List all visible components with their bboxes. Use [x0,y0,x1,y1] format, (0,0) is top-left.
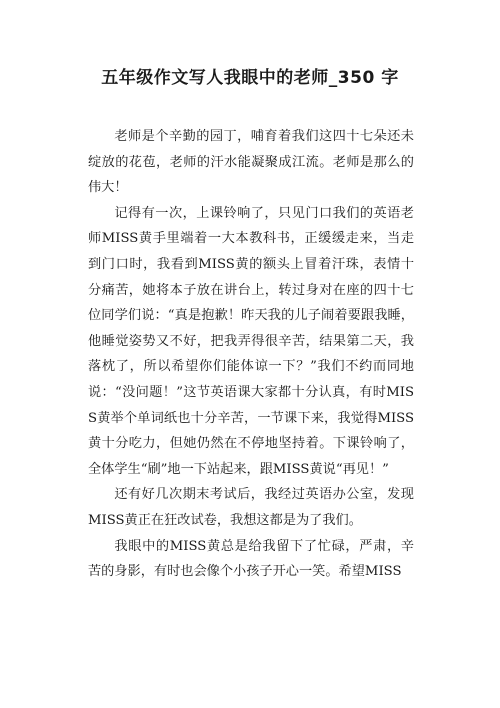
paragraph-1: 老师是个辛勤的园丁，哺育着我们这四十七朵还未绽放的花苞，老师的汗水能凝聚成江流。老师是那么的伟大！ [88,129,414,196]
paragraph-2: 记得有一次，上课铃响了，只见门口我们的英语老师MISS黄手里端着一大本教科书，正缓缓走来，当走到门口时，我看到MISS黄的额头上冒着汗珠，表情十分痛苦，她将本子放在讲台上，转过身对在座的四十七位同学们说：“真是抱歉！昨天我的儿子闹着要跟我睡，他睡觉姿势又不好，把我弄得很辛苦，结果第二天，我落枕了，所以希望你们能体谅一下？”我们不约而同地说：“没问题！”这节英语课大家都十分认真，有时MISS黄举个单词纸也十分辛苦，一节课下来，我觉得MISS黄十分吃力，但她仍然在不停地坚持着。下课铃响了，全体学生“刷”地一下站起来，跟MISS黄说“再见！” [88,205,414,477]
paragraph-4: 我眼中的MISS黄总是给我留下了忙碌，严肃，辛苦的身影，有时也会像个小孩子开心一笑。希望MISS [88,538,414,580]
document-body [88,124,414,585]
paragraph-3: 还有好几次期末考试后，我经过英语办公室，发现MISS黄正在狂改试卷，我想这都是为了我们。 [88,487,414,528]
document-title: 五年级作文写人我眼中的老师_350 字 [101,68,399,88]
